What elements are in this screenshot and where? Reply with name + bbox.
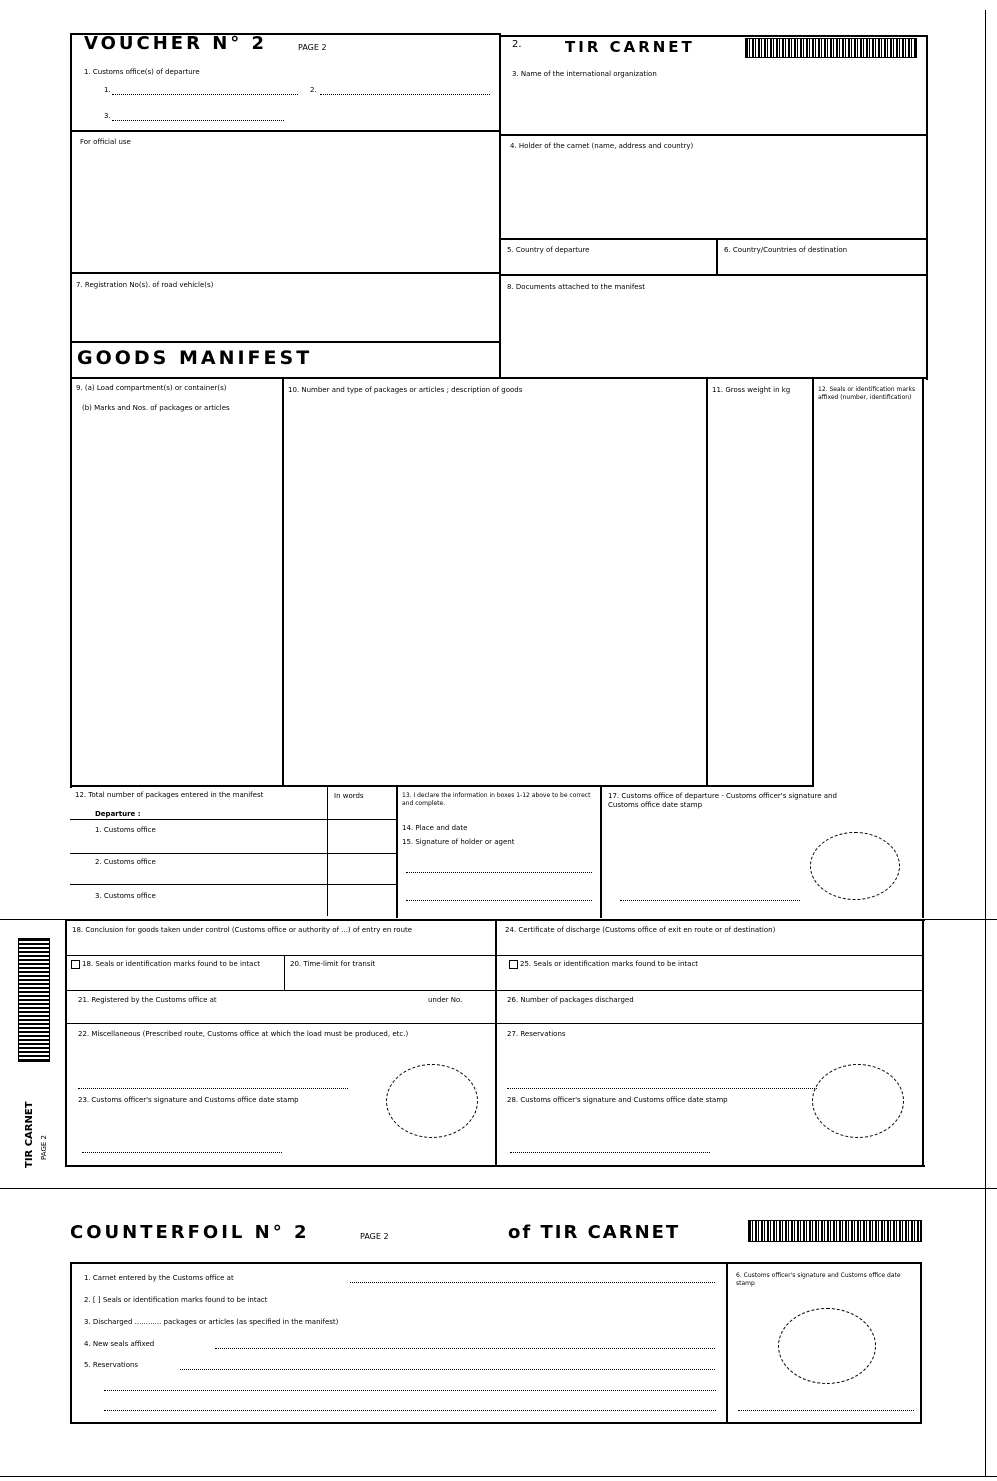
field-2-prefix: 2. (512, 39, 522, 50)
side-page: PAGE 2 (40, 1135, 48, 1160)
counterfoil-page: PAGE 2 (360, 1232, 389, 1241)
stamp-circle (778, 1308, 876, 1384)
tir-carnet-title: TIR CARNET (565, 38, 695, 56)
counterfoil-item-4: 4. New seals affixed (84, 1340, 155, 1348)
field-12b-label: 12. Total number of packages entered in the manifest (75, 791, 264, 799)
field-15-label: 15. Signature of holder or agent (402, 838, 515, 846)
field-9b-label: (b) Marks and Nos. of packages or articles (82, 404, 230, 412)
field-18-label: 18. Seals or identification marks found to be intact (82, 960, 261, 968)
field-27-label: 27. Reservations (507, 1030, 566, 1038)
side-barcode (18, 938, 50, 1062)
field-5-label: 5. Country of departure (507, 246, 590, 254)
customs-office-3: 3. Customs office (95, 892, 156, 900)
field-26-label: 26. Number of packages discharged (507, 996, 634, 1004)
seals-checkbox[interactable] (71, 960, 80, 969)
field-1-label: 1. Customs office(s) of departure (84, 68, 200, 76)
field-9a-label: 9. (a) Load compartment(s) or container(s) (76, 384, 227, 392)
seals-checkbox[interactable] (509, 960, 518, 969)
field-6-label: 6. Country/Countries of destination (724, 246, 848, 254)
field-8-label: 8. Documents attached to the manifest (507, 283, 645, 291)
counterfoil-item-1: 1. Carnet entered by the Customs office at (84, 1274, 234, 1282)
counterfoil-item-5: 5. Reservations (84, 1361, 139, 1369)
field-4-label: 4. Holder of the carnet (name, address and country) (510, 142, 694, 150)
field-1c: 3. (104, 112, 111, 120)
stamp-circle (386, 1064, 478, 1138)
manifest-title: GOODS MANIFEST (77, 347, 313, 369)
carnet-number-barcode (748, 1220, 922, 1242)
field-3-label: 3. Name of the international organization (512, 70, 657, 78)
field-13-label: 13. I declare the information in boxes 1-12 above to be correct and complete. (402, 792, 593, 807)
stamp-circle (810, 832, 900, 900)
field-16-label: 18. Conclusion for goods taken under control (Customs office or authority of ...) of entry en route (72, 926, 413, 934)
field-21b-label: under No. (428, 996, 463, 1004)
field-25-label: 25. Seals or identification marks found to be intact (520, 960, 699, 968)
field-22-label: 22. Miscellaneous (Prescribed route, Customs office at which the load must be produced, etc.) (78, 1030, 409, 1038)
customs-office-1: 1. Customs office (95, 826, 156, 834)
field-1b: 2. (310, 86, 317, 94)
in-words-label: In words (334, 792, 364, 800)
customs-office-2: 2. Customs office (95, 858, 156, 866)
field-28-label: 28. Customs officer's signature and Customs office date stamp (507, 1096, 728, 1104)
field-1a: 1. (104, 86, 111, 94)
counterfoil-of-carnet: of TIR CARNET (508, 1222, 681, 1243)
voucher-title: VOUCHER N° 2 (84, 33, 268, 54)
voucher-page: PAGE 2 (298, 43, 327, 52)
counterfoil-item-6: 6. Customs officer's signature and Customs office date stamp (736, 1272, 903, 1287)
field-24-label: 24. Certificate of discharge (Customs office of exit en route or of destination) (505, 926, 776, 934)
field-7-label: 7. Registration No(s). of road vehicle(s) (76, 281, 214, 289)
official-use-label: For official use (80, 138, 131, 146)
carnet-number-barcode (745, 38, 917, 58)
field-12-label: 12. Seals or identification marks affixed (number, identification) (818, 386, 918, 401)
field-23-label: 23. Customs officer's signature and Customs office date stamp (78, 1096, 299, 1104)
counterfoil-title: COUNTERFOIL N° 2 (70, 1222, 310, 1243)
field-21-label: 21. Registered by the Customs office at (78, 996, 217, 1004)
departure-label: Departure : (95, 810, 141, 818)
field-20-label: 20. Time-limit for transit (290, 960, 376, 968)
counterfoil-item-2: 2. [ ] Seals or identification marks found to be intact (84, 1296, 268, 1304)
field-14-label: 14. Place and date (402, 824, 468, 832)
field-17-label: 17. Customs office of departure - Customs officer's signature and Customs office date stamp (608, 792, 840, 809)
counterfoil-item-3: 3. Discharged ............ packages or articles (as specified in the manifest) (84, 1318, 339, 1326)
field-11-label: 11. Gross weight in kg (712, 386, 791, 394)
side-label: TIR CARNET (24, 1101, 35, 1168)
stamp-circle (812, 1064, 904, 1138)
field-10-label: 10. Number and type of packages or articles ; description of goods (288, 386, 523, 394)
